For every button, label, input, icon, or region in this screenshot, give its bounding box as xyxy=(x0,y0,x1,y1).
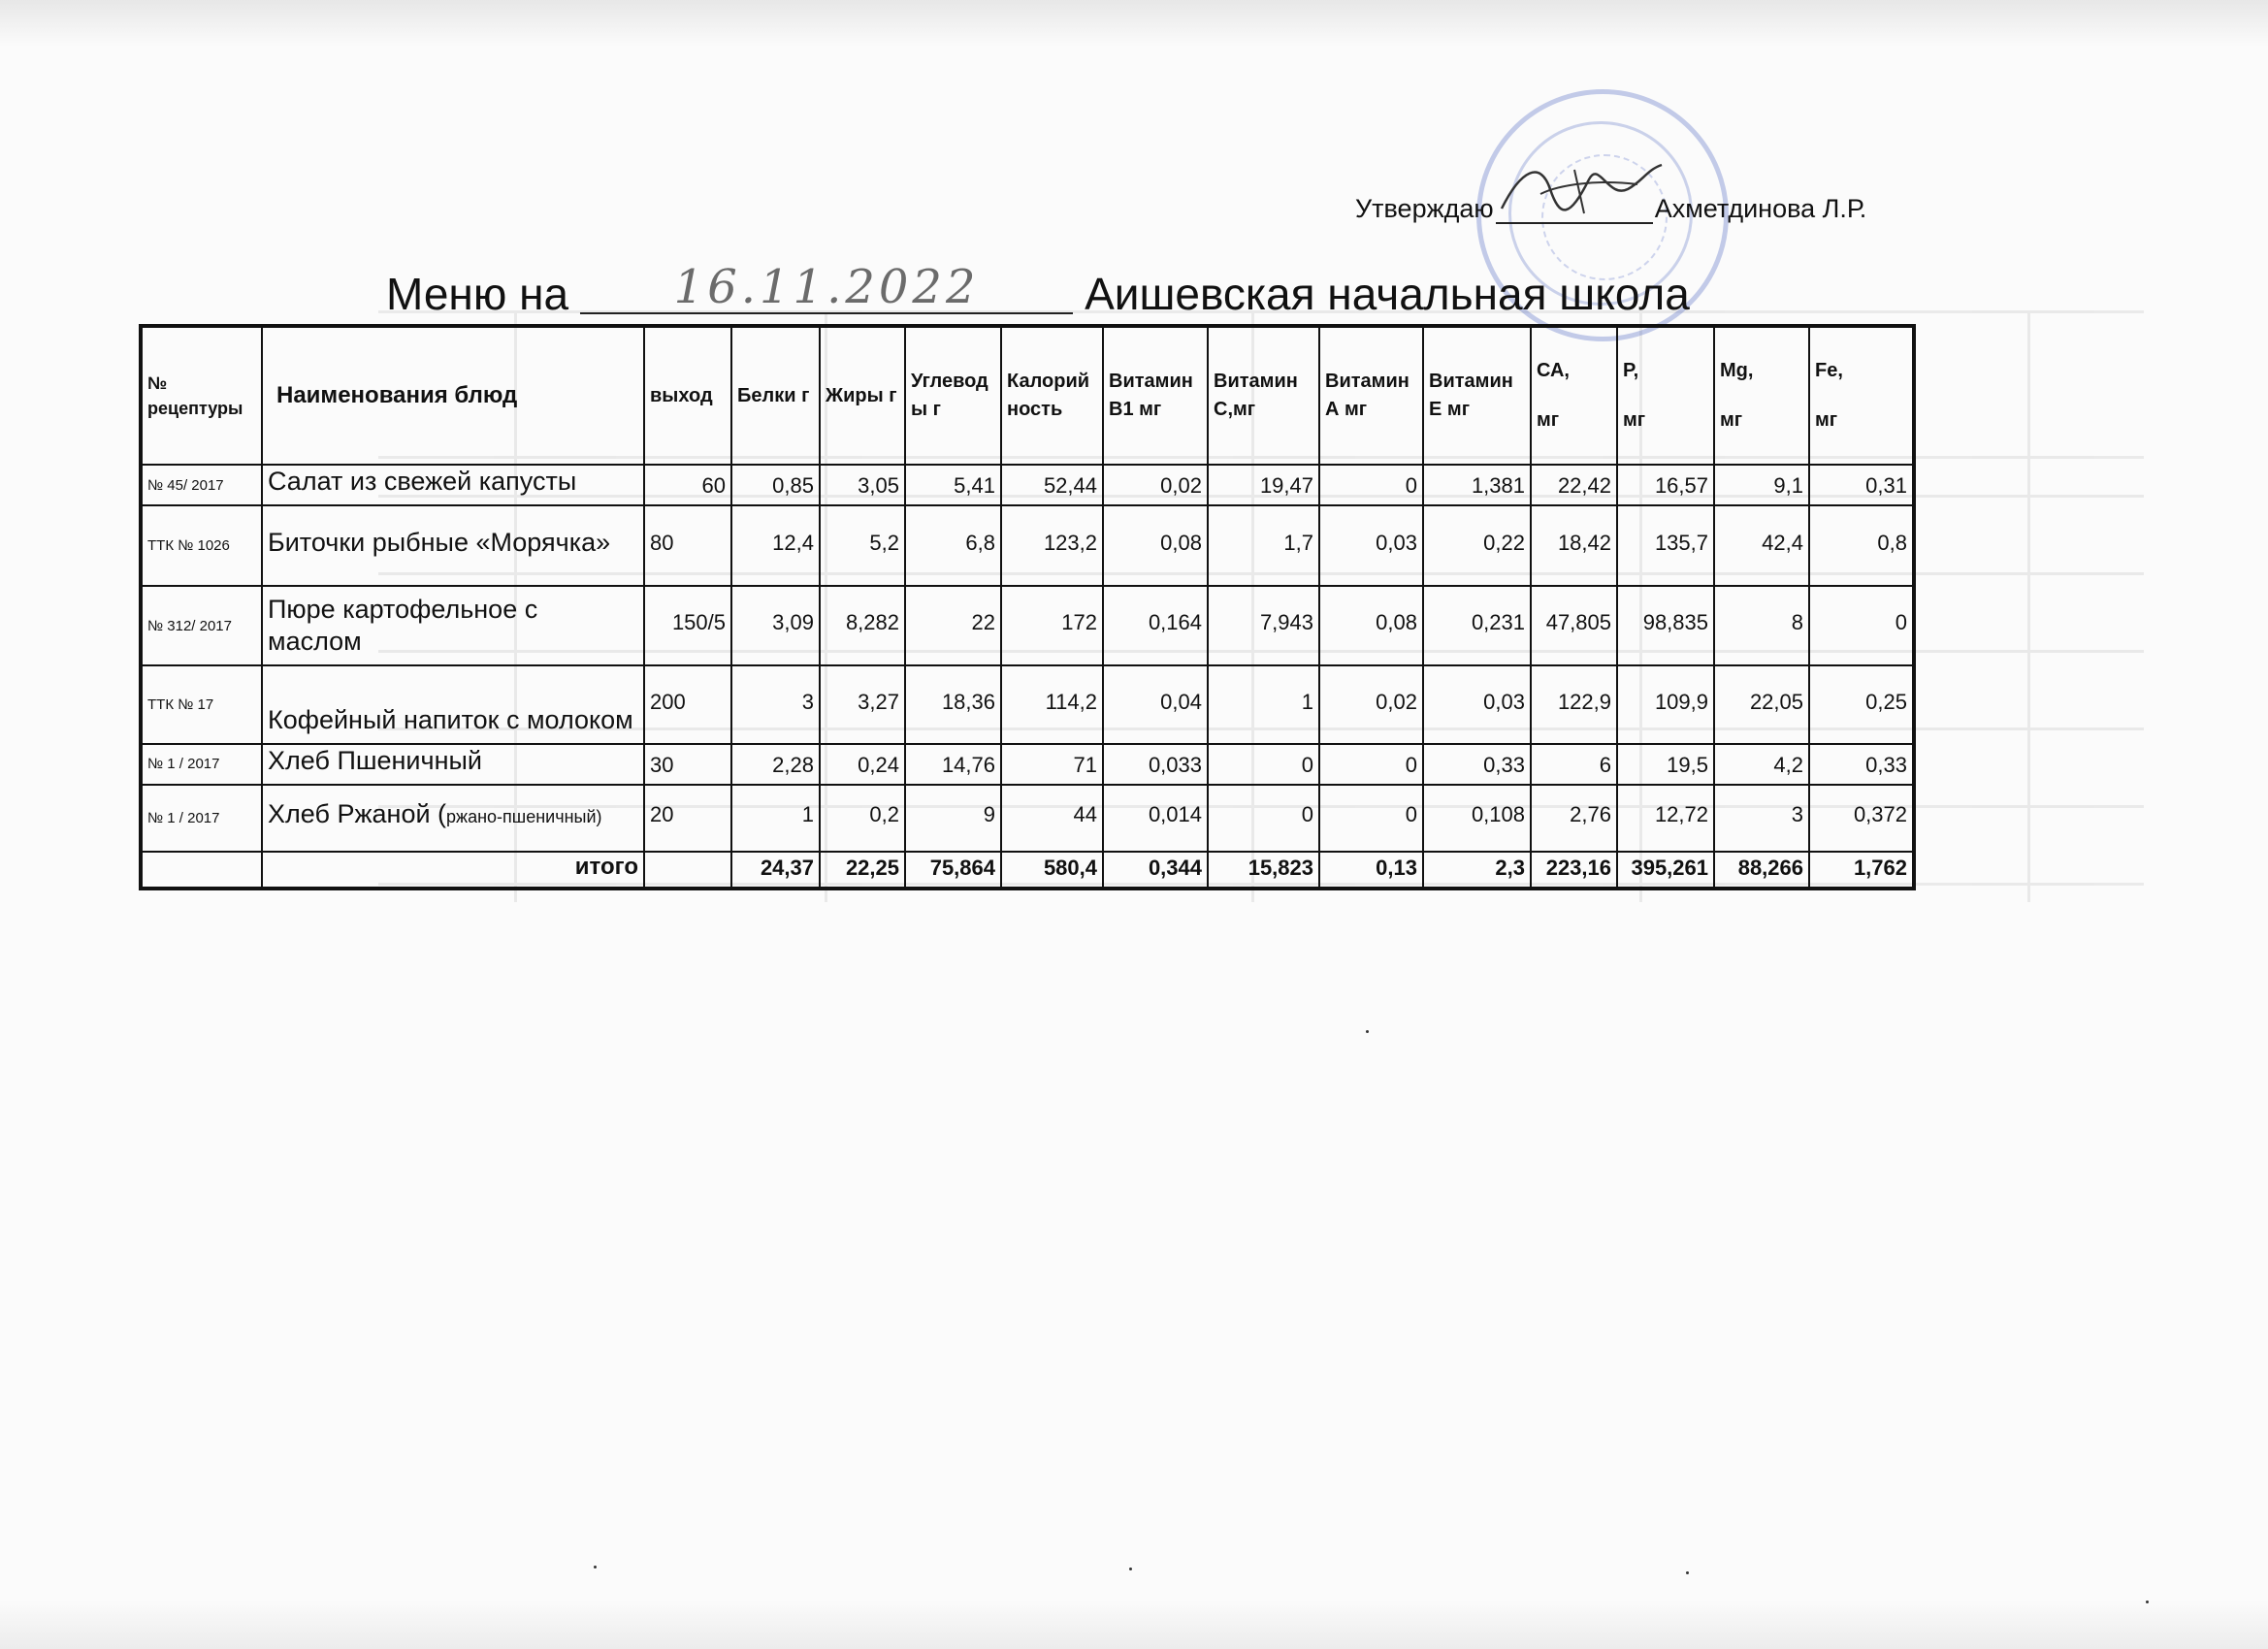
total-phosphorus: 395,261 xyxy=(1617,852,1714,889)
dish-name: Биточки рыбные «Морячка» xyxy=(262,505,644,586)
recipe-code: № 45/ 2017 xyxy=(141,465,262,505)
header-vit-a: Витамин А мг xyxy=(1319,326,1423,465)
header-name: Наименования блюд xyxy=(262,326,644,465)
vit-e: 0,33 xyxy=(1423,744,1531,785)
vit-c: 19,47 xyxy=(1208,465,1319,505)
portion: 30 xyxy=(644,744,731,785)
total-carbs: 75,864 xyxy=(905,852,1001,889)
vit-c: 1 xyxy=(1208,665,1319,744)
protein: 2,28 xyxy=(731,744,820,785)
header-ca xyxy=(1531,326,1617,465)
magnesium: 3 xyxy=(1714,785,1809,852)
iron: 0,25 xyxy=(1809,665,1914,744)
magnesium: 42,4 xyxy=(1714,505,1809,586)
calcium: 18,42 xyxy=(1531,505,1617,586)
table-row xyxy=(141,465,1914,505)
vit-e: 0,22 xyxy=(1423,505,1531,586)
iron: 0 xyxy=(1809,586,1914,665)
protein: 3,09 xyxy=(731,586,820,665)
school-name: Аишевская начальная школа xyxy=(1085,269,1690,319)
vit-a: 0,08 xyxy=(1319,586,1423,665)
kcal: 52,44 xyxy=(1001,465,1103,505)
header-portion: выход xyxy=(644,326,731,465)
scan-speck xyxy=(594,1566,597,1568)
calcium: 6 xyxy=(1531,744,1617,785)
total-vit-c: 15,823 xyxy=(1208,852,1319,889)
recipe-code: № 1 / 2017 xyxy=(141,744,262,785)
total-iron: 1,762 xyxy=(1809,852,1914,889)
dish-name: Кофейный напиток с молоком xyxy=(262,665,644,744)
dish-name xyxy=(262,785,644,852)
iron: 0,372 xyxy=(1809,785,1914,852)
handwritten-date: 16.11.2022 xyxy=(673,260,980,314)
approval-block xyxy=(1355,194,1866,224)
header-protein: Белки г xyxy=(731,326,820,465)
header-ca-label: СА, xyxy=(1537,360,1570,381)
scan-shadow-top xyxy=(0,0,2268,47)
dish-name-note: ржано-пшеничный) xyxy=(446,807,602,827)
recipe-code: ТТК № 17 xyxy=(141,665,262,744)
protein: 0,85 xyxy=(731,465,820,505)
vit-b1: 0,04 xyxy=(1103,665,1208,744)
header-carbs: Углеводы г xyxy=(905,326,1001,465)
total-vit-b1: 0,344 xyxy=(1103,852,1208,889)
fat: 8,282 xyxy=(820,586,905,665)
portion: 20 xyxy=(644,785,731,852)
phosphorus: 98,835 xyxy=(1617,586,1714,665)
phosphorus: 19,5 xyxy=(1617,744,1714,785)
protein: 12,4 xyxy=(731,505,820,586)
fat: 0,2 xyxy=(820,785,905,852)
total-empty-cell xyxy=(141,852,262,889)
vit-e: 0,108 xyxy=(1423,785,1531,852)
total-vit-e: 2,3 xyxy=(1423,852,1531,889)
scan-shadow-bottom xyxy=(0,1600,2268,1649)
dish-name: Пюре картофельное с маслом xyxy=(262,586,644,665)
table-row xyxy=(141,586,1914,665)
menu-table xyxy=(139,324,1916,890)
scan-speck xyxy=(2146,1600,2149,1603)
phosphorus: 12,72 xyxy=(1617,785,1714,852)
page-title xyxy=(386,260,1690,320)
fat: 3,27 xyxy=(820,665,905,744)
magnesium: 4,2 xyxy=(1714,744,1809,785)
total-fat: 22,25 xyxy=(820,852,905,889)
carbs: 14,76 xyxy=(905,744,1001,785)
iron: 0,8 xyxy=(1809,505,1914,586)
table-header-row xyxy=(141,326,1914,465)
table-row xyxy=(141,744,1914,785)
phosphorus: 16,57 xyxy=(1617,465,1714,505)
header-kcal: Калорийность xyxy=(1001,326,1103,465)
header-fe xyxy=(1809,326,1914,465)
kcal: 172 xyxy=(1001,586,1103,665)
dish-name: Хлеб Пшеничный xyxy=(262,744,644,785)
kcal: 114,2 xyxy=(1001,665,1103,744)
total-row xyxy=(141,852,1914,889)
recipe-code: № 312/ 2017 xyxy=(141,586,262,665)
approval-label: Утверждаю xyxy=(1355,194,1494,223)
header-vit-e: Витамин Е мг xyxy=(1423,326,1531,465)
kcal: 123,2 xyxy=(1001,505,1103,586)
scan-speck xyxy=(1686,1571,1689,1574)
recipe-code: ТТК № 1026 xyxy=(141,505,262,586)
vit-e: 0,231 xyxy=(1423,586,1531,665)
table-row xyxy=(141,665,1914,744)
vit-e: 0,03 xyxy=(1423,665,1531,744)
protein: 3 xyxy=(731,665,820,744)
magnesium: 22,05 xyxy=(1714,665,1809,744)
kcal: 44 xyxy=(1001,785,1103,852)
phosphorus: 109,9 xyxy=(1617,665,1714,744)
vit-b1: 0,02 xyxy=(1103,465,1208,505)
header-mg-label: Mg, xyxy=(1720,360,1754,381)
header-mg xyxy=(1714,326,1809,465)
calcium: 47,805 xyxy=(1531,586,1617,665)
signature-line xyxy=(1496,195,1653,224)
phosphorus: 135,7 xyxy=(1617,505,1714,586)
portion: 200 xyxy=(644,665,731,744)
approver-name: Ахметдинова Л.Р. xyxy=(1654,194,1867,223)
total-magnesium: 88,266 xyxy=(1714,852,1809,889)
magnesium: 9,1 xyxy=(1714,465,1809,505)
portion: 80 xyxy=(644,505,731,586)
vit-a: 0 xyxy=(1319,785,1423,852)
header-p xyxy=(1617,326,1714,465)
vit-c: 1,7 xyxy=(1208,505,1319,586)
total-protein: 24,37 xyxy=(731,852,820,889)
vit-e: 1,381 xyxy=(1423,465,1531,505)
vit-a: 0 xyxy=(1319,744,1423,785)
header-vit-b1: Витамин В1 мг xyxy=(1103,326,1208,465)
kcal: 71 xyxy=(1001,744,1103,785)
calcium: 2,76 xyxy=(1531,785,1617,852)
carbs: 18,36 xyxy=(905,665,1001,744)
scan-speck xyxy=(1129,1568,1132,1570)
iron: 0,33 xyxy=(1809,744,1914,785)
carbs: 6,8 xyxy=(905,505,1001,586)
header-fe-label: Fe, xyxy=(1815,360,1843,381)
dish-name-main: Хлеб Ржаной ( xyxy=(268,799,447,829)
dish-name: Салат из свежей капусты xyxy=(262,465,644,505)
total-kcal: 580,4 xyxy=(1001,852,1103,889)
total-empty-portion xyxy=(644,852,731,889)
vit-b1: 0,164 xyxy=(1103,586,1208,665)
vit-b1: 0,08 xyxy=(1103,505,1208,586)
signature-icon xyxy=(1482,150,1676,228)
iron: 0,31 xyxy=(1809,465,1914,505)
vit-c: 0 xyxy=(1208,744,1319,785)
carbs: 9 xyxy=(905,785,1001,852)
vit-c: 0 xyxy=(1208,785,1319,852)
fat: 5,2 xyxy=(820,505,905,586)
header-ca-unit: мг xyxy=(1537,409,1560,431)
date-field xyxy=(580,260,1073,314)
title-prefix: Меню на xyxy=(386,269,569,319)
vit-a: 0,02 xyxy=(1319,665,1423,744)
header-p-label: Р, xyxy=(1623,360,1639,381)
portion: 150/5 xyxy=(644,586,731,665)
fat: 0,24 xyxy=(820,744,905,785)
recipe-code: № 1 / 2017 xyxy=(141,785,262,852)
carbs: 5,41 xyxy=(905,465,1001,505)
table-row xyxy=(141,505,1914,586)
carbs: 22 xyxy=(905,586,1001,665)
header-mg-unit: мг xyxy=(1720,409,1743,431)
magnesium: 8 xyxy=(1714,586,1809,665)
fat: 3,05 xyxy=(820,465,905,505)
calcium: 22,42 xyxy=(1531,465,1617,505)
header-recipe: № рецептуры xyxy=(141,326,262,465)
vit-a: 0,03 xyxy=(1319,505,1423,586)
vit-b1: 0,033 xyxy=(1103,744,1208,785)
header-fe-unit: мг xyxy=(1815,409,1838,431)
header-p-unit: мг xyxy=(1623,409,1646,431)
total-calcium: 223,16 xyxy=(1531,852,1617,889)
total-vit-a: 0,13 xyxy=(1319,852,1423,889)
header-vit-c: Витамин С,мг xyxy=(1208,326,1319,465)
portion: 60 xyxy=(644,465,731,505)
table-row xyxy=(141,785,1914,852)
scan-speck xyxy=(1366,1030,1369,1033)
vit-a: 0 xyxy=(1319,465,1423,505)
vit-b1: 0,014 xyxy=(1103,785,1208,852)
header-fat: Жиры г xyxy=(820,326,905,465)
total-label: итого xyxy=(262,852,644,889)
calcium: 122,9 xyxy=(1531,665,1617,744)
protein: 1 xyxy=(731,785,820,852)
vit-c: 7,943 xyxy=(1208,586,1319,665)
